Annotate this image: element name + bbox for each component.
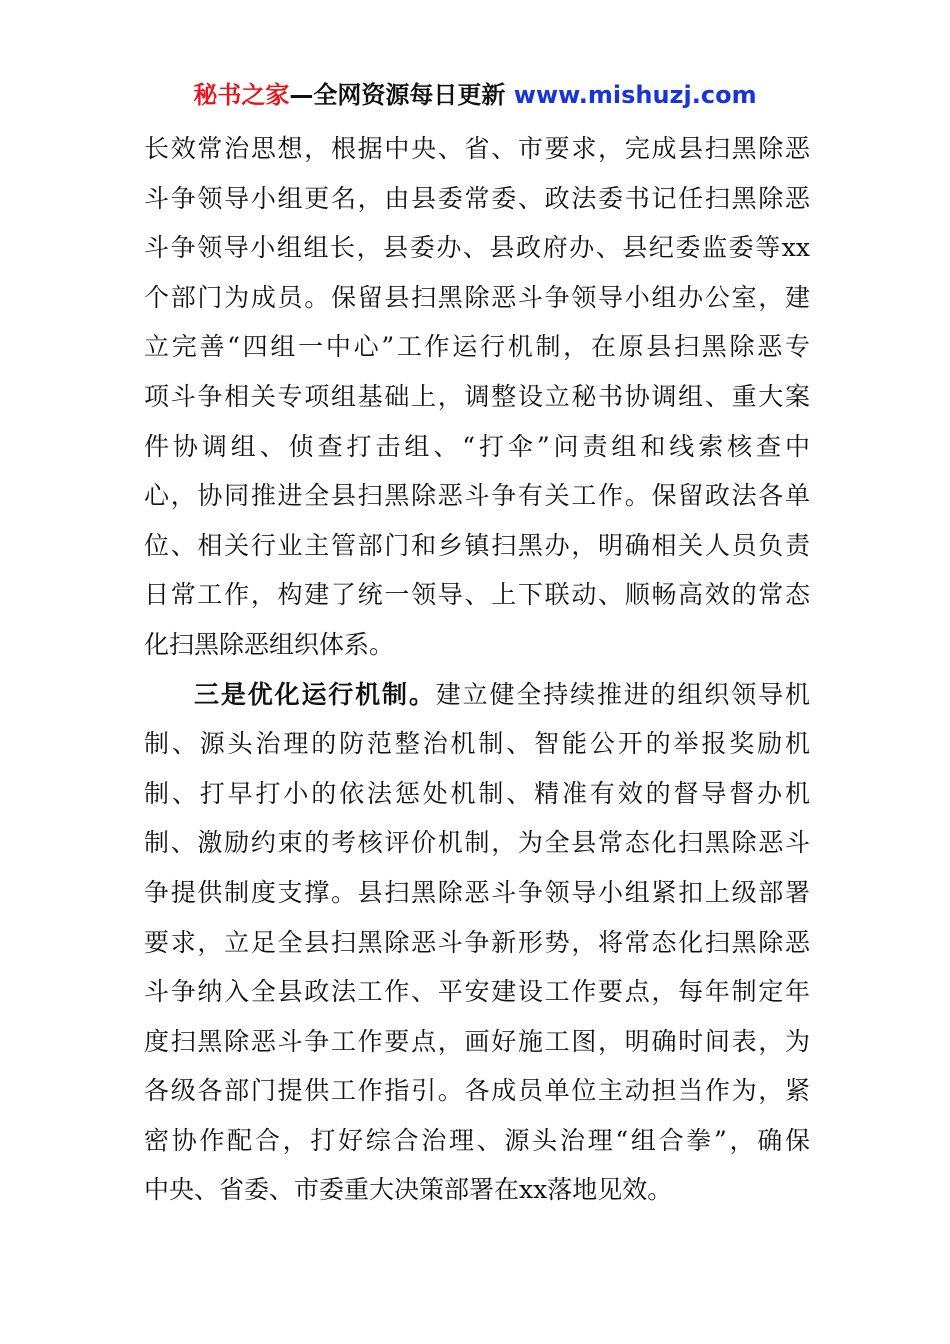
text-line: 日常工作，构建了统一领导、上下联动、顺畅高效的常态	[144, 580, 810, 610]
text-line: 立完善“四组一中心”工作运行机制，在原县扫黑除恶专	[144, 332, 810, 362]
text-line-first	[144, 670, 810, 720]
brand-name: 秘书之家	[193, 81, 290, 109]
text-line: 制、激励约束的考核评价机制，为全县常态化扫黑除恶斗	[144, 828, 810, 858]
text-line: 心，协同推进全县扫黑除恶斗争有关工作。保留政法各单	[144, 481, 810, 511]
text-line: 长效常治思想，根据中央、省、市要求，完成县扫黑除恶	[144, 134, 810, 163]
header-slogan: —全网资源每日更新	[289, 81, 506, 109]
text-line: 争提供制度支撑。县扫黑除恶斗争领导小组紧扣上级部署	[144, 877, 810, 907]
text-line: 度扫黑除恶斗争工作要点，画好施工图，明确时间表，为	[144, 1026, 810, 1056]
site-url: www.mishuzj.com	[513, 81, 757, 109]
text-line: 个部门为成员。保留县扫黑除恶斗争领导小组办公室，建	[144, 282, 810, 312]
text-line: 项斗争相关专项组基础上，调整设立秘书协调组、重大案	[144, 381, 810, 411]
text-line: 位、相关行业主管部门和乡镇扫黑办，明确相关人员负责	[144, 530, 810, 560]
text-line: 斗争纳入全县政法工作、平安建设工作要点，每年制定年	[144, 977, 810, 1007]
paragraph-lead-heading: 三是优化运行机制。	[194, 679, 436, 709]
page-header	[0, 78, 950, 112]
text-line: 化扫黑除恶组织体系。	[144, 629, 395, 659]
text-line: 斗争领导小组组长，县委办、县政府办、县纪委监委等xx	[144, 233, 810, 263]
text-line: 制、打早打小的依法惩处机制、精准有效的督导督办机	[144, 778, 810, 808]
paragraph-mechanism	[144, 670, 810, 1216]
text-segment: 建立健全持续推进的组织领导机	[435, 679, 810, 709]
text-line: 要求，立足全县扫黑除恶斗争新形势，将常态化扫黑除恶	[144, 927, 810, 957]
text-line: 件协调组、侦查打击组、“打伞”问责组和线索核查中	[144, 431, 810, 461]
document-body	[144, 124, 810, 1215]
text-line: 密协作配合，打好综合治理、源头治理“组合拳”，确保	[144, 1125, 810, 1155]
paragraph-organization	[144, 124, 810, 670]
text-line: 斗争领导小组更名，由县委常委、政法委书记任扫黑除恶	[144, 183, 810, 213]
text-line: 中央、省委、市委重大决策部署在xx落地见效。	[144, 1175, 673, 1205]
text-line: 各级各部门提供工作指引。各成员单位主动担当作为，紧	[144, 1076, 810, 1106]
text-line: 制、源头治理的防范整治机制、智能公开的举报奖励机	[144, 729, 810, 759]
